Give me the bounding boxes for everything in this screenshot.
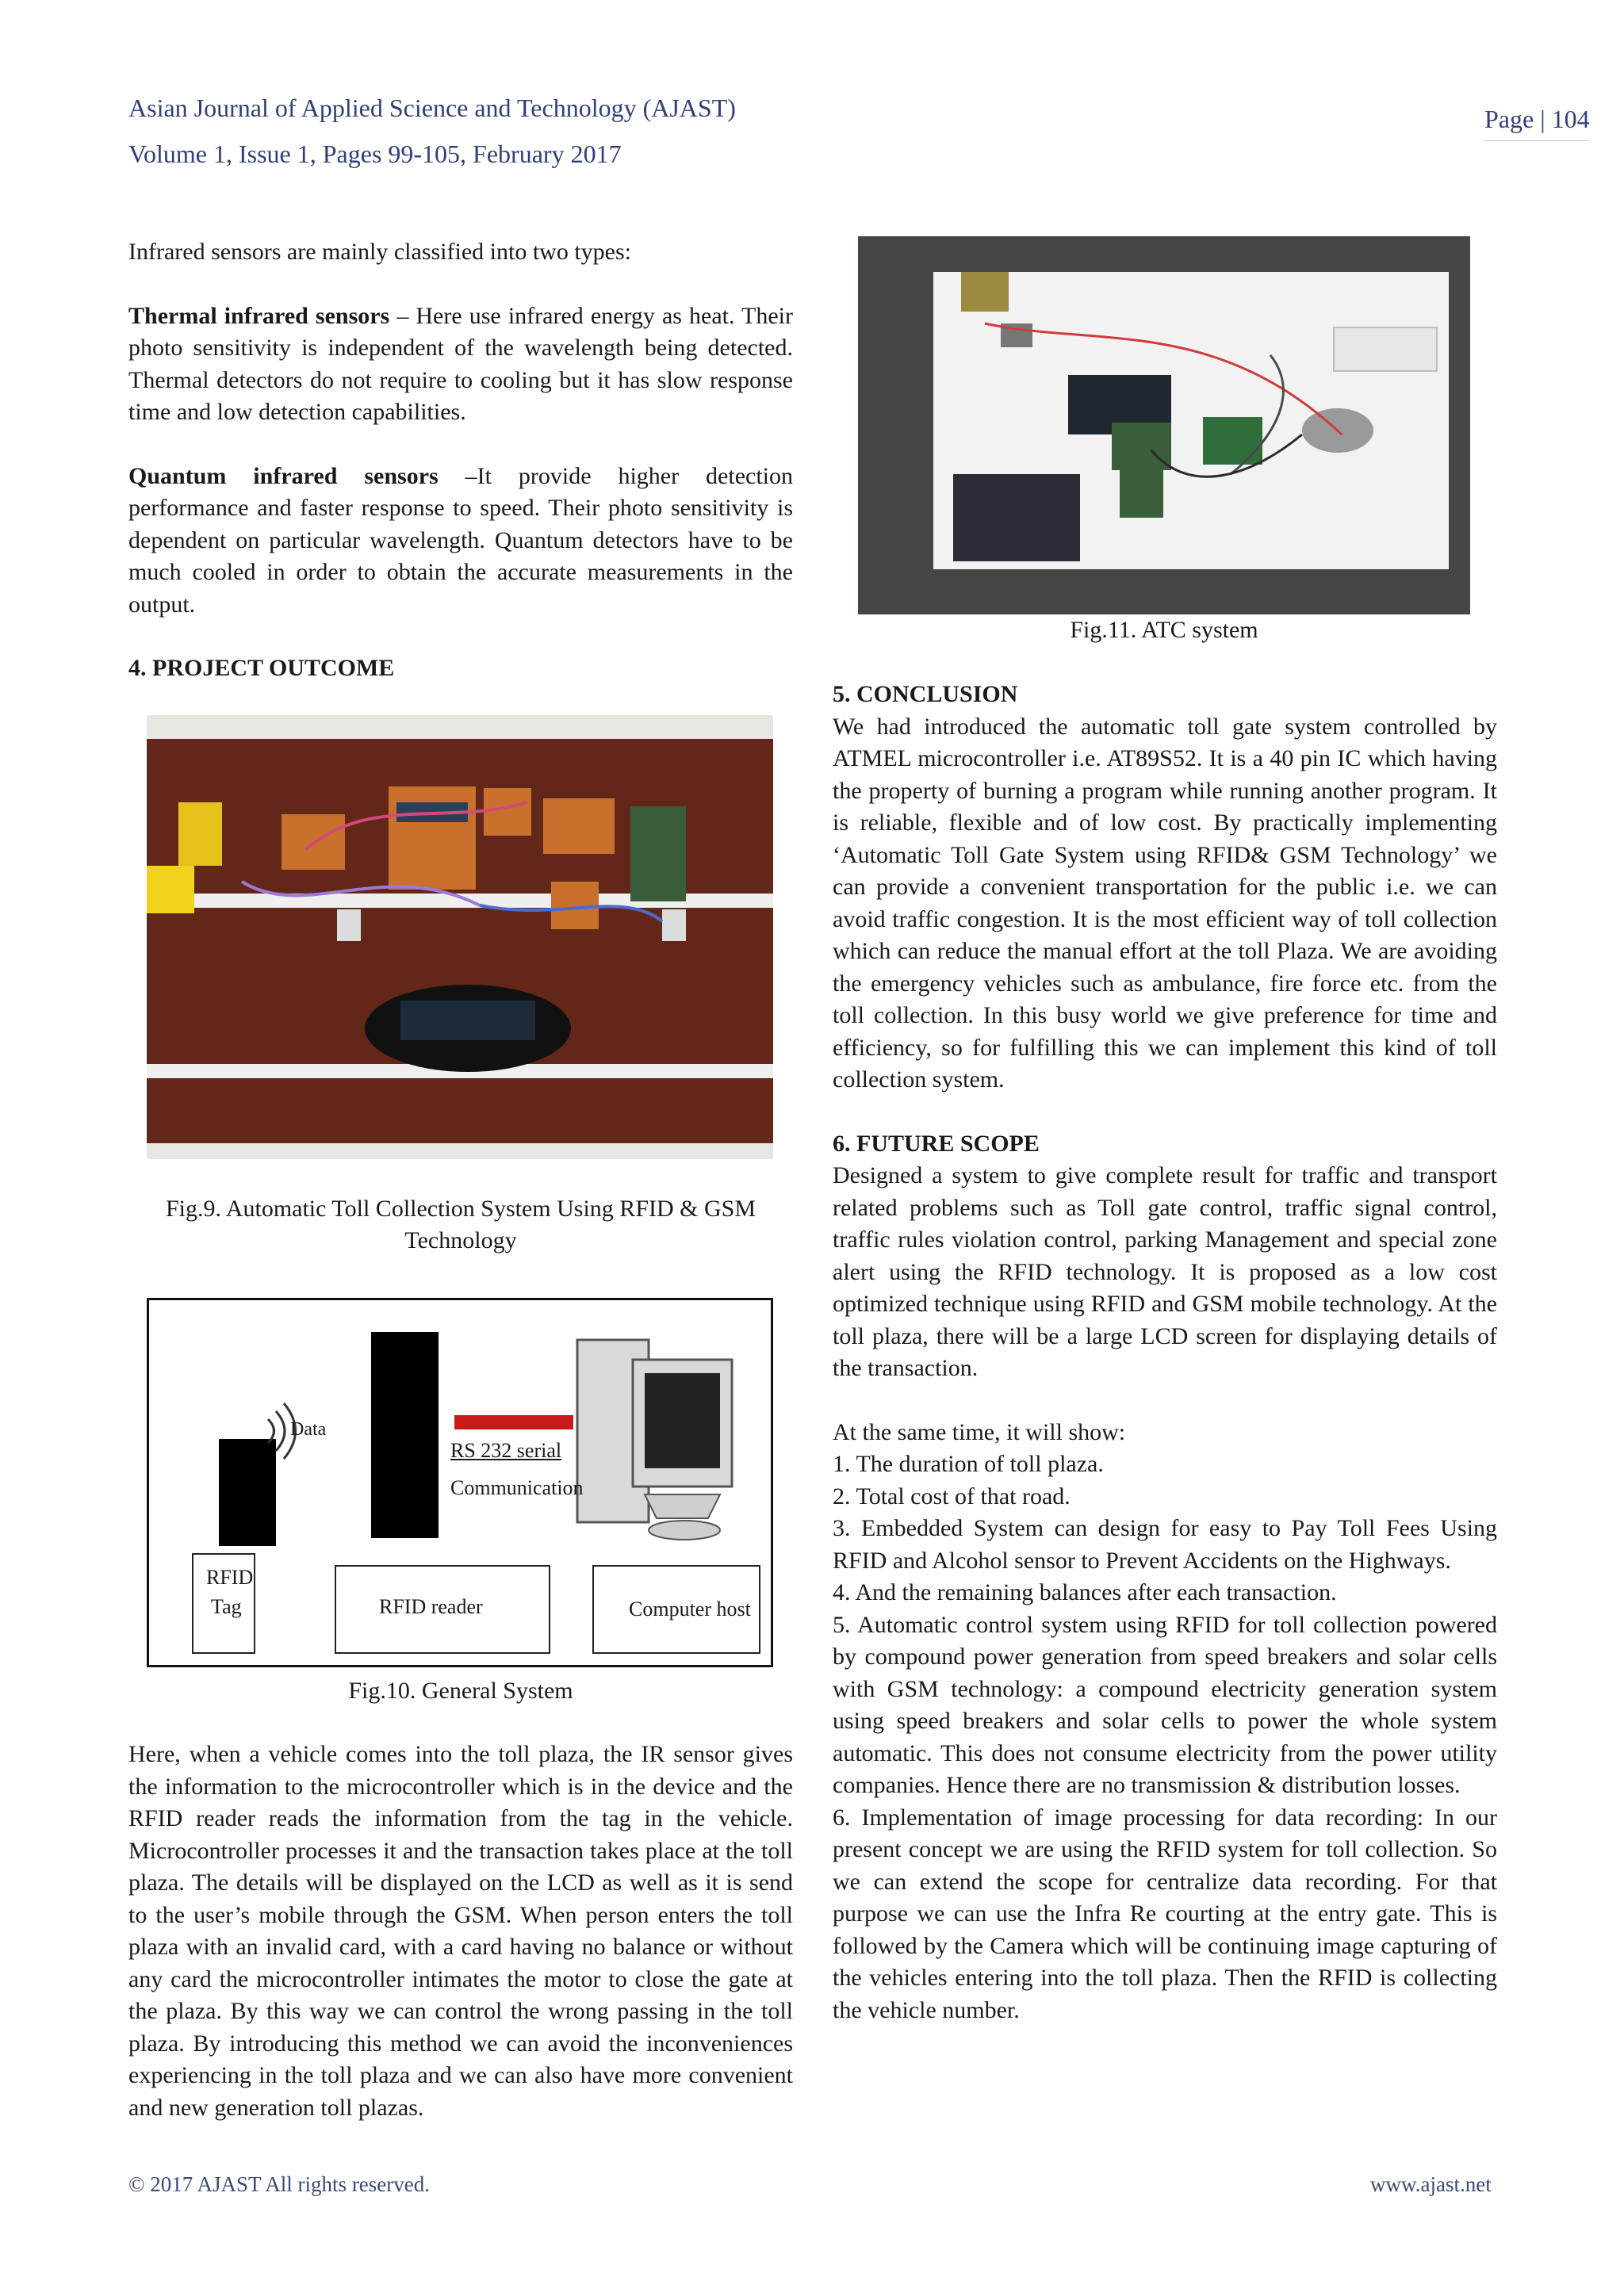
ir-intro: Infrared sensors are mainly classified into two types: xyxy=(128,239,631,265)
left-column-body xyxy=(128,1739,793,2124)
toll-plaza-paragraph: Here, when a vehicle comes into the toll plaza, the IR sensor gives the information to the microcontroller which is in the device and the RFID reader reads the information from the tag in the vehicle. Microcontroller processes it and the transaction takes place at the toll plaza. The details will be displayed on the LCD as well as it is send to the user’s mobile through the GSM. When person enters the toll plaza with an invalid card, with a card having no balance or without any card the microcontroller intimates the motor to close the gate at the plaza. By this way we can control the wrong passing in the toll plaza. By introducing this method we can avoid the inconveniences experiencing in the toll plaza and we can also have more convenient and new generation toll plazas. xyxy=(128,1741,793,2121)
fig10-data-label: Data xyxy=(290,1419,327,1440)
fig9-photo xyxy=(147,715,773,1159)
fig11-caption: Fig.11. ATC system xyxy=(1070,617,1258,643)
fig10-diagram xyxy=(147,1298,773,1667)
future-item-2: 2. Total cost of that road. xyxy=(833,1483,1071,1510)
fig10-computer-host-label: Computer host xyxy=(629,1598,751,1621)
future-item-3: 3. Embedded System can design for easy to Pay Toll Fees Using RFID and Alcohol sensor to Prevent Accidents on the Highways. xyxy=(833,1515,1497,1574)
fig10-rs232-label: RS 232 serial xyxy=(450,1439,562,1462)
fig10-caption: Fig.10. General System xyxy=(348,1678,573,1704)
page-number: Page | 104 xyxy=(1484,105,1590,141)
future-item-1: 1. The duration of toll plaza. xyxy=(833,1451,1104,1477)
quantum-paragraph xyxy=(128,461,793,622)
conclusion-paragraph: We had introduced the automatic toll gate system controlled by ATMEL microcontroller i.e. AT89S52. It is a 40 pin IC which having the property of burning a program while running another program. It is reliable, flexible and of low cost. By practically implementing ‘Automatic Toll Gate System using RFID& GSM Technology’ we can provide a convenient transportation for the public i.e. we can avoid traffic congestion. It is the most efficient way of toll collection which can reduce the manual effort at the toll Plaza. We are avoiding the emergency vehicles such as ambulance, fire force etc. from the toll collection. In this busy world we give preference for time and efficiency, so for fulfilling this we can implement this kind of toll collection system. xyxy=(833,713,1497,1093)
journal-volume: Volume 1, Issue 1, Pages 99-105, February 2017 xyxy=(128,140,622,168)
left-column-top xyxy=(128,236,793,685)
future-item-4: 4. And the remaining balances after each transaction. xyxy=(833,1579,1337,1605)
fig10-tag-label: Tag xyxy=(211,1595,242,1618)
fig10-rfid-reader-label: RFID reader xyxy=(379,1595,483,1618)
quantum-label: Quantum infrared sensors xyxy=(128,462,439,489)
footer-copyright: © 2017 AJAST All rights reserved. xyxy=(128,2172,431,2196)
thermal-label: Thermal infrared sensors xyxy=(128,302,390,329)
future-item-5: 5. Automatic control system using RFID for toll collection powered by compound power generation from speed breakers and solar cells with GSM technology: a compound electricity generation system using speed breakers and solar cells to power the whole system automatic. This does not consume electricity from the power utility companies. Hence there are no transmission & distribution losses. xyxy=(833,1611,1497,1798)
future-scope-paragraph: Designed a system to give complete result for traffic and transport related problems such as Toll gate control, traffic signal control, traffic rules violation control, parking Management and special zone alert using the RFID technology. It is proposed as a low cost optimized technique using RFID and GSM mobile technology. At the toll plaza, there will be a large LCD screen for displaying details of the transaction. xyxy=(833,1162,1497,1381)
quantum-text: –It provide higher detection performance and faster response to speed. Their photo sensitivity is dependent on particular wavelength. Quantum detectors have to be much cooled in order to obtain the accurate measurements in the output. xyxy=(128,462,793,618)
thermal-paragraph xyxy=(128,300,793,429)
fig11-photo xyxy=(858,236,1470,614)
fig9-caption: Fig.9. Automatic Toll Collection System Using RFID & GSM Technology xyxy=(165,1196,756,1253)
future-item-6: 6. Implementation of image processing for data recording: In our present concept we are using the RFID system for toll collection. So we can extend the scope for centralize data recording. For that purpose we can use the Infra Re courting at the entry gate. This is followed by the Camera which will be continuing image capturing of the vehicles entering into the toll plaza. Then the RFID is collecting the vehicle number. xyxy=(833,1804,1497,2023)
section-heading-conclusion: 5. CONCLUSION xyxy=(833,681,1018,707)
fig10-rfid-tag-label: RFID xyxy=(206,1566,254,1589)
section-heading-future-scope: 6. FUTURE SCOPE xyxy=(833,1130,1040,1157)
section-heading-project-outcome: 4. PROJECT OUTCOME xyxy=(128,655,395,681)
fig10-communication-label: Communication xyxy=(450,1476,584,1499)
thermal-text: – Here use infrared energy as heat. Their photo sensitivity is independent of the wavelength being detected. Thermal detectors do not require to cooling but it has slow response time and low detection capabilities. xyxy=(128,302,794,425)
same-time-line: At the same time, it will show: xyxy=(833,1418,1126,1445)
journal-title: Asian Journal of Applied Science and Technology (AJAST) xyxy=(128,94,736,122)
right-column xyxy=(833,679,1497,2026)
footer-website: www.ajast.net xyxy=(1370,2172,1492,2196)
